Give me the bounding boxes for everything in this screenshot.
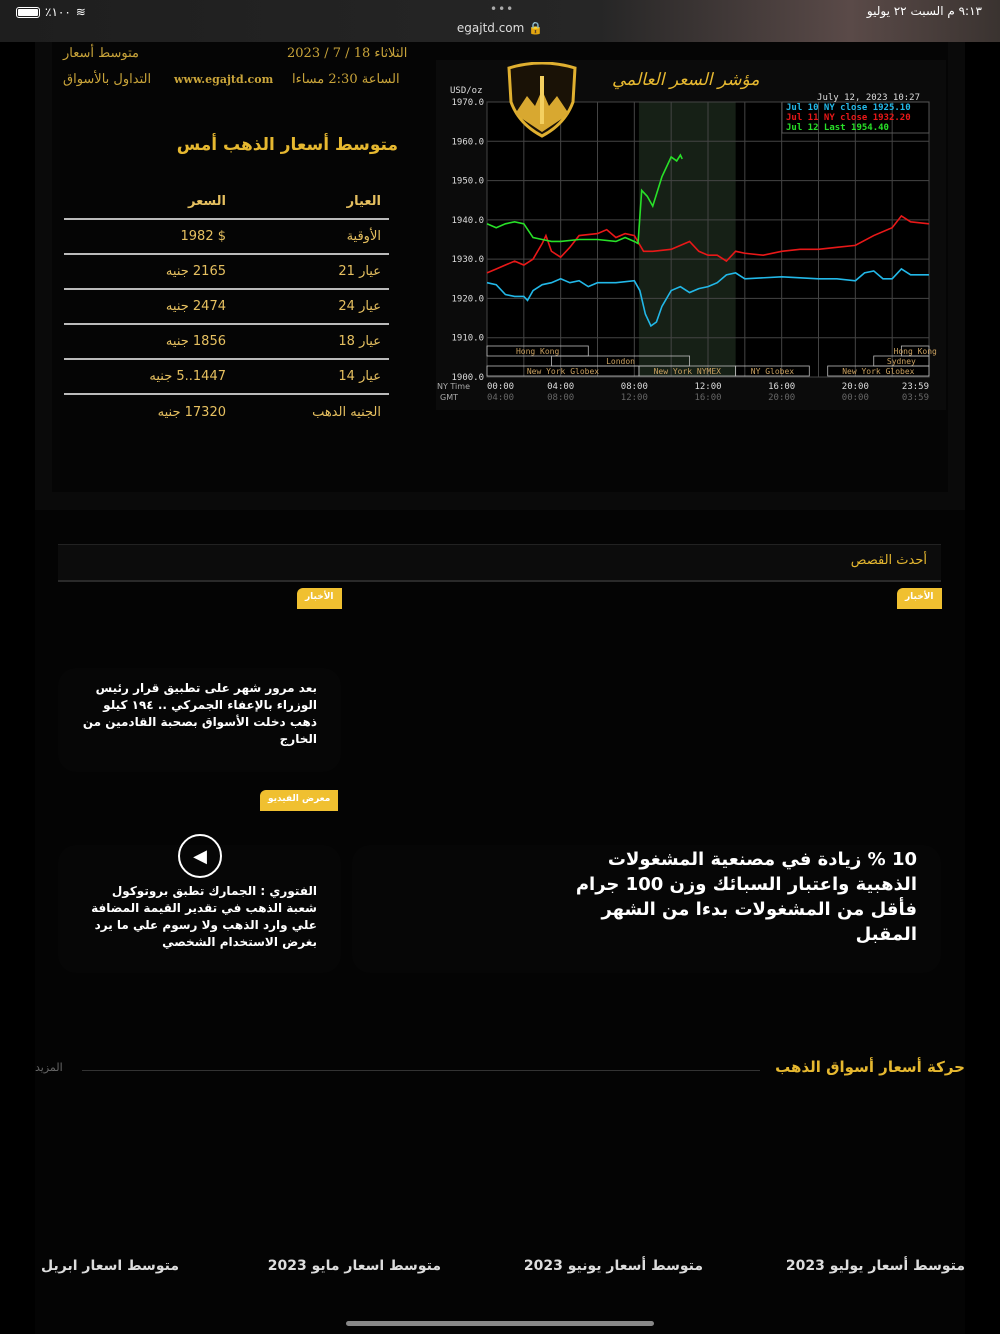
- session-label: Sydney: [886, 357, 916, 366]
- legend-entry: Jul 11 NY close 1932.20: [786, 113, 911, 123]
- price-value: 17320 جنيه: [64, 394, 234, 429]
- karat-label: الأوقية: [234, 219, 389, 254]
- url-text: egajtd.com: [456, 21, 525, 35]
- main-story-card[interactable]: [352, 845, 941, 973]
- play-icon[interactable]: ◀: [178, 834, 222, 878]
- story-card[interactable]: [58, 668, 341, 772]
- x-tick-label-ny: 12:00: [694, 382, 722, 392]
- karat-label: عيار 24: [234, 289, 389, 324]
- time-date: ٩:١٣ م السبت ٢٢ يوليو: [866, 4, 982, 18]
- y-tick-label: 1970.0: [451, 98, 484, 108]
- price-value: 2474 جنيه: [64, 289, 234, 324]
- price-value: 2165 جنيه: [64, 254, 234, 289]
- karat-label: عيار 21: [234, 254, 389, 289]
- price-row: [64, 359, 389, 394]
- header-date: الثلاثاء 18 / 7 / 2023: [287, 46, 408, 61]
- home-indicator[interactable]: [346, 1321, 654, 1326]
- x-label-ny: NY Time: [437, 382, 470, 391]
- lock-icon: 🔒: [528, 21, 544, 35]
- price-row: [64, 324, 389, 359]
- session-label: New York NYMEX: [653, 367, 721, 376]
- x-tick-label-ny: 08:00: [620, 382, 648, 392]
- address-bar[interactable]: [0, 21, 1000, 35]
- y-tick-label: 1960.0: [451, 137, 484, 148]
- chart-timestamp: July 12, 2023 10:27: [817, 93, 920, 103]
- x-tick-label-ny: 04:00: [547, 382, 575, 392]
- y-axis-label: USD/oz: [450, 86, 483, 96]
- x-tick-label-gmt: 08:00: [547, 393, 575, 403]
- session-label: New York Globex: [526, 367, 600, 376]
- x-tick-label-gmt: 03:59: [901, 393, 929, 403]
- chart-title: مؤشر السعر العالمي: [612, 70, 760, 90]
- movement-item[interactable]: متوسط أسعار يونيو 2023: [523, 1258, 703, 1274]
- news-badge[interactable]: الأخبار: [897, 588, 942, 609]
- status-bar: [0, 0, 1000, 42]
- session-label: Hong Kong: [515, 347, 560, 356]
- x-tick-label-ny: 23:59: [901, 382, 929, 392]
- karat-label: عيار 14: [234, 359, 389, 394]
- price-value: 1447..5 جنيه: [64, 359, 234, 394]
- x-tick-label-ny: 20:00: [841, 382, 869, 392]
- karat-label: الجنيه الدهب: [234, 394, 389, 429]
- market-label: التداول بالأسواق: [63, 72, 152, 87]
- session-label: Hong Kong: [893, 347, 937, 356]
- x-tick-label-gmt: 00:00: [841, 393, 869, 403]
- latest-stories-title: أحدث القصص: [850, 553, 927, 568]
- prices-title: متوسط أسعار الذهب أمس: [176, 135, 398, 155]
- y-tick-label: 1950.0: [451, 176, 484, 187]
- x-tick-label-ny: 16:00: [768, 382, 796, 392]
- battery-icon: [16, 7, 40, 18]
- session-label: NY Globex: [750, 367, 795, 376]
- price-row: [64, 219, 389, 254]
- price-value: 1856 جنيه: [64, 324, 234, 359]
- y-tick-label: 1940.0: [451, 215, 484, 226]
- latest-stories-header: [58, 544, 941, 582]
- prices-table: [64, 185, 389, 429]
- y-tick-label: 1900.0: [451, 373, 484, 383]
- col-price: السعر: [188, 194, 226, 209]
- main-story-headline[interactable]: 10 % زيادة في مصنعية المشغولات الذهبية واعتبار السبائك وزن 100 جرام فأقل من المشغولات بدءا من الشهر المقبل: [575, 849, 917, 945]
- x-tick-label-ny: 00:00: [487, 382, 515, 392]
- y-tick-label: 1930.0: [451, 255, 484, 266]
- movement-item[interactable]: متوسط أسعار يوليو 2023: [785, 1258, 965, 1274]
- x-tick-label-gmt: 04:00: [487, 393, 515, 403]
- col-karat: العيار: [346, 194, 381, 209]
- story-headline[interactable]: الفتوري : الجمارك تطبق بروتوكول شعبة الذهب في تقدير القيمة المضافة علي وارد الذهب ولا رسوم علي ما يرد بغرض الاستخدام الشخصي: [91, 884, 317, 949]
- tab-menu-dots[interactable]: •••: [490, 2, 515, 16]
- video-gallery-badge[interactable]: معرض الفيديو: [260, 790, 338, 811]
- price-value: $ 1982: [64, 219, 234, 254]
- price-row: [64, 289, 389, 324]
- x-tick-label-gmt: 12:00: [620, 393, 648, 403]
- website-link[interactable]: www.egajtd.com: [174, 73, 274, 86]
- session-label: London: [606, 357, 635, 366]
- session-label: New York Globex: [842, 367, 915, 376]
- story-headline[interactable]: بعد مرور شهر على تطبيق قرار رئيس الوزراء بالإعفاء الجمركي .. ١٩٤ كيلو ذهب دخلت الأسواق بصحبة القادمين من الخارج: [82, 681, 317, 746]
- x-tick-label-gmt: 16:00: [694, 393, 722, 403]
- header-time: الساعة 2:30 مساءا: [292, 72, 400, 87]
- y-tick-label: 1920.0: [451, 294, 484, 305]
- battery-level: ٪١٠٠: [45, 5, 71, 19]
- price-row: [64, 254, 389, 289]
- news-badge[interactable]: الأخبار: [297, 588, 342, 609]
- nymex-session-shade: [639, 102, 736, 377]
- x-label-gmt: GMT: [440, 393, 458, 402]
- wifi-icon: ≋: [75, 5, 86, 19]
- legend-entry: Jul 12 Last 1954.40: [786, 123, 889, 133]
- legend-entry: Jul 10 NY close 1925.10: [786, 103, 911, 113]
- price-row: [64, 394, 389, 429]
- divider: [82, 1070, 760, 1071]
- movement-item[interactable]: متوسط اسعار ابريل: [41, 1258, 179, 1274]
- market-movements-title: حركة أسعار أسواق الذهب: [775, 1058, 965, 1076]
- avg-label: متوسط أسعار: [63, 46, 139, 61]
- gold-division-logo: [505, 62, 579, 138]
- y-tick-label: 1910.0: [451, 333, 484, 344]
- movement-item[interactable]: متوسط اسعار مايو 2023: [267, 1258, 441, 1274]
- x-tick-label-gmt: 20:00: [768, 393, 796, 403]
- karat-label: عيار 18: [234, 324, 389, 359]
- more-link[interactable]: المزيد: [35, 1061, 63, 1074]
